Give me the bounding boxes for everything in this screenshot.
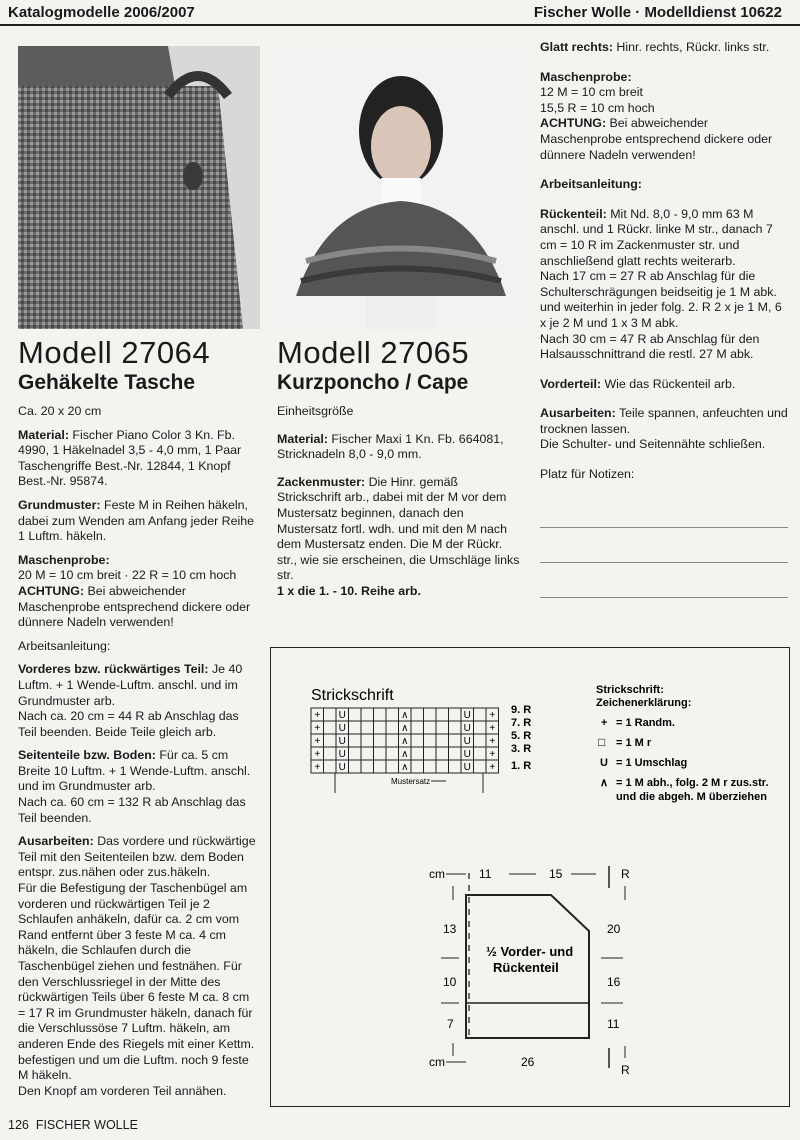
chart-cell [411, 760, 424, 773]
chart-symbol: U [463, 749, 471, 760]
row-label: 5. R [511, 730, 532, 742]
model-27064-grundmuster: Grundmuster: Feste M in Reihen häkeln, dabei zum Wenden am Anfang jeder Reihe 1 Luftm. häkeln. [18, 497, 255, 544]
model-27064-subtitle: Gehäkelte Tasche [18, 371, 196, 394]
notes-label: Platz für Notizen: [540, 467, 635, 482]
chart-cell [449, 708, 462, 721]
chart-cell [361, 734, 374, 747]
model-27064-column [18, 336, 256, 1107]
chart-symbol: + [489, 710, 496, 721]
chart-cell [374, 760, 387, 773]
chart-cell [386, 734, 399, 747]
legend-symbol: + [601, 717, 608, 729]
dim-left: 7 [447, 1017, 454, 1031]
legend-symbol: ∧ [600, 777, 609, 789]
chart-cell [349, 721, 362, 734]
dim-top: 11 [479, 867, 492, 881]
chart-symbol: ∧ [401, 710, 409, 721]
chart-symbol: U [463, 710, 471, 721]
chart-cell [436, 708, 449, 721]
model-27064-maschenprobe: Maschenprobe: 20 M = 10 cm breit · 22 R = 10 cm hoch ACHTUNG: Bei abweichender Maschenprobe entsprechend dickere oder dünnere Nadeln verwenden! [18, 552, 251, 630]
chart-cell [386, 760, 399, 773]
chart-cell [349, 747, 362, 760]
chart-cell [374, 747, 387, 760]
model-27065-zackenmuster: Zackenmuster: Die Hinr. gemäß Strickschrift arb., dabei mit der M vor dem Mustersatz beginnen, danach den Mustersatz fortl. wdh. und mit den M nach dem Mustersatz enden. Die M der Rückr. str., wie sie erscheinen, die Umschläge links str. 1 x die 1. - 10. Reihe arb. [277, 474, 520, 598]
chart-cell [424, 721, 437, 734]
glatt-rechts: Glatt rechts: Hinr. rechts, Rückr. links str. [540, 40, 770, 54]
legend-text: = 1 M r [616, 737, 652, 749]
chart-symbol: U [463, 736, 471, 747]
chart-cell [361, 747, 374, 760]
chart-cell [449, 747, 462, 760]
header-publisher: Fischer Wolle · Modelldienst 10622 [533, 4, 782, 21]
chart-cell [411, 721, 424, 734]
row-label: 1. R [511, 760, 532, 772]
chart-symbol: + [314, 749, 321, 760]
chart-symbol: + [489, 762, 496, 773]
chart-cell [424, 734, 437, 747]
chart-cell [361, 708, 374, 721]
schnitt-label: Rückenteil [493, 960, 559, 975]
chart-cell [474, 734, 487, 747]
mustersatz-label: Mustersatz [391, 777, 431, 786]
chart-symbol: U [338, 723, 346, 734]
chart-symbol: U [463, 723, 471, 734]
right-maschenprobe: Maschenprobe: 12 M = 10 cm breit 15,5 R = 10 cm hoch ACHTUNG: Bei abweichender Maschenprobe entsprechend dickere oder dünnere Nadeln verwenden! [540, 69, 773, 162]
dim-r: R [621, 867, 630, 881]
dim-right: 20 [607, 922, 621, 936]
chart-cell [411, 708, 424, 721]
chart-cell [386, 747, 399, 760]
header-rule [0, 24, 800, 26]
chart-cell [449, 734, 462, 747]
model-27064-title: Modell 27064 [18, 335, 211, 370]
chart-cell [411, 747, 424, 760]
chart-cell [474, 747, 487, 760]
instructions-column [540, 40, 790, 491]
model-27064-arbeitsanleitung: Arbeitsanleitung: [18, 638, 111, 653]
chart-cell [361, 760, 374, 773]
dim-cm: cm [429, 867, 445, 881]
poncho-photo [276, 46, 522, 329]
strickschrift-title: Strickschrift [311, 687, 394, 704]
chart-cell [374, 734, 387, 747]
schnitt-label: ½ Vorder- und [486, 944, 574, 959]
chart-cell [436, 734, 449, 747]
note-line[interactable] [540, 597, 788, 598]
vorderteil: Vorderteil: Wie das Rückenteil arb. [540, 376, 736, 391]
chart-symbol: + [314, 736, 321, 747]
chart-cell [349, 734, 362, 747]
legend-subtitle: Zeichenerklärung: [596, 697, 692, 709]
legend-symbol: □ [598, 735, 606, 749]
model-27065-subtitle: Kurzponcho / Cape [277, 371, 469, 394]
model-27065-title: Modell 27065 [277, 335, 470, 370]
chart-cell [324, 747, 337, 760]
chart-symbol: ∧ [401, 762, 409, 773]
model-27065-material: Material: Fischer Maxi 1 Kn. Fb. 664081, Stricknadeln 8,0 - 9,0 mm. [277, 431, 504, 462]
dim-bottom: 26 [521, 1055, 535, 1069]
chart-symbol: U [338, 749, 346, 760]
chart-cell [474, 708, 487, 721]
dim-cm: cm [429, 1055, 445, 1069]
rueckenteil: Rückenteil: Mit Nd. 8,0 - 9,0 mm 63 M anschl. und 1 Rückr. linke M str., danach 7 cm = 10 R im Zackenmuster str. und anschließend glatt rechts weiterarb. Nach 17 cm = 27 R ab Anschlag für die Schulterschrägungen beidseitig je 1 M abk. und weiterhin in jeder folg. 2. R 2 x je 1 M, 6 x je 2 M und 1 x 3 M abk. Nach 30 cm = 47 R ab Anschlag für den Halsausschnittrand die restl. 27 M abk. [540, 206, 782, 362]
page-number: 126 [8, 1118, 29, 1132]
dim-left: 10 [443, 975, 457, 989]
row-label: 9. R [511, 704, 532, 716]
chart-cell [436, 747, 449, 760]
note-line[interactable] [540, 527, 788, 528]
chart-cell [449, 760, 462, 773]
chart-symbol: ∧ [401, 749, 409, 760]
chart-symbol: + [489, 723, 496, 734]
chart-cell [386, 721, 399, 734]
chart-cell [386, 708, 399, 721]
legend-symbol: U [600, 757, 608, 769]
model-27064-seitenteile: Seitenteile bzw. Boden: Für ca. 5 cm Breite 10 Luftm. + 1 Wende-Luftm. anschl. und im Grundmuster arb. Nach ca. 60 cm = 132 R ab Anschlag das Teil beenden. [18, 748, 251, 825]
note-line[interactable] [540, 562, 788, 563]
model-27064-ausarbeiten: Ausarbeiten: Das vordere und rückwärtige Teil mit den Seitenteilen bzw. dem Boden entspr. zus.nähen oder zus.häkeln. Für die Befestigung der Taschenbügel am vorderen und rückwärtigen Teil je 2 Schlaufen anhäkeln, dafür ca. 2 cm vom Rand entfernt über 3 feste M ca. 4 cm häkeln, die Schlaufen durch die Taschenbügel ziehen und festnähen. Für den Verschlussriegel in der Mitte des rückwärtigen Teils über 6 feste M ca. 8 cm = 17 R im Grundmuster häkeln, danach für die Verschlussöse 7 Luftm. häkeln, am anderen Ende des Riegels mit einer Kettm. befestigen und um die Luftm. noch 9 feste M häkeln. Den Knopf am vorderen Teil annähen. [18, 834, 256, 1098]
dim-right: 11 [607, 1017, 620, 1031]
chart-symbol: + [314, 710, 321, 721]
model-27064-size: Ca. 20 x 20 cm [18, 404, 102, 418]
chart-cell [436, 760, 449, 773]
bag-photo [18, 46, 260, 329]
dim-right: 16 [607, 975, 621, 989]
model-27065-column [277, 336, 525, 608]
chart-symbol: ∧ [401, 723, 409, 734]
right-ausarbeiten: Ausarbeiten: Teile spannen, anfeuchten und trocknen lassen. Die Schulter- und Seitennähte schließen. [540, 406, 788, 452]
row-label: 3. R [511, 743, 532, 755]
chart-cell [374, 721, 387, 734]
chart-cell [424, 747, 437, 760]
chart-cell [474, 760, 487, 773]
chart-cell [324, 734, 337, 747]
model-27064-material: Material: Fischer Piano Color 3 Kn. Fb. 4990, 1 Häkelnadel 3,5 - 4,0 mm, 1 Paar Taschengriffe Best.-Nr. 12844, 1 Knopf Best.-Nr. 95874. [18, 427, 242, 489]
chart-cell [324, 721, 337, 734]
footer [8, 1118, 138, 1132]
chart-cell [374, 708, 387, 721]
dim-top: 15 [549, 867, 563, 881]
chart-cell [349, 760, 362, 773]
dim-r: R [621, 1063, 630, 1077]
right-arbeitsanleitung: Arbeitsanleitung: [540, 177, 642, 192]
chart-cell [411, 734, 424, 747]
chart-symbol: + [314, 723, 321, 734]
model-27064-vorderes: Vorderes bzw. rückwärtiges Teil: Je 40 Luftm. + 1 Wende-Luftm. anschl. und im Grundmuster arb. Nach ca. 20 cm = 44 R ab Anschlag das Teil beenden. Beide Teile gleich arb. [18, 662, 243, 739]
legend-text: und die abgeh. M überziehen [616, 791, 767, 803]
chart-symbol: U [338, 736, 346, 747]
chart-cell [324, 760, 337, 773]
legend-text: = 1 Umschlag [616, 757, 688, 769]
dim-left: 13 [443, 922, 457, 936]
chart-symbol: U [463, 762, 471, 773]
model-27065-size: Einheitsgröße [277, 404, 354, 418]
chart-symbol: U [338, 762, 346, 773]
chart-cell [474, 721, 487, 734]
chart-cell [349, 708, 362, 721]
legend-text: = 1 Randm. [616, 717, 675, 729]
row-label: 7. R [511, 717, 532, 729]
chart-symbol: U [338, 710, 346, 721]
chart-symbol: + [489, 749, 496, 760]
legend-title: Strickschrift: [596, 684, 664, 696]
chart-symbol: + [489, 736, 496, 747]
chart-cell [361, 721, 374, 734]
header-catalog-title: Katalogmodelle 2006/2007 [8, 4, 195, 21]
chart-symbol: ∧ [401, 736, 409, 747]
chart-cell [449, 721, 462, 734]
chart-cell [324, 708, 337, 721]
diagram-box [270, 647, 790, 1107]
footer-brand: FISCHER WOLLE [35, 1118, 138, 1132]
chart-cell [436, 721, 449, 734]
chart-symbol: + [314, 762, 321, 773]
chart-cell [424, 760, 437, 773]
legend-text: = 1 M abh., folg. 2 M r zus.str. [616, 777, 769, 789]
chart-cell [424, 708, 437, 721]
